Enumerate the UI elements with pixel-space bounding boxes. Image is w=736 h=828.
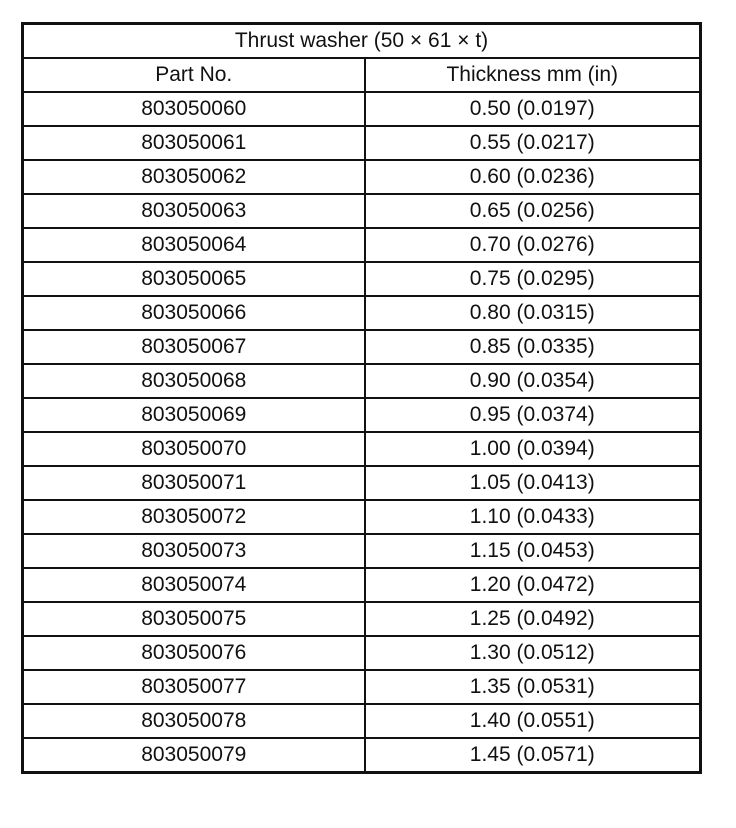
thrust-washer-table <box>21 22 702 774</box>
thickness-cell: 1.15 (0.0453) <box>365 534 701 568</box>
table-row <box>23 126 701 160</box>
table-row <box>23 296 701 330</box>
part-no-cell: 803050078 <box>23 704 365 738</box>
thickness-cell: 1.10 (0.0433) <box>365 500 701 534</box>
thickness-cell: 0.95 (0.0374) <box>365 398 701 432</box>
thickness-cell: 0.90 (0.0354) <box>365 364 701 398</box>
table-title: Thrust washer (50 × 61 × t) <box>23 24 701 59</box>
thickness-cell: 1.05 (0.0413) <box>365 466 701 500</box>
table-title-row <box>23 24 701 59</box>
thickness-cell: 0.80 (0.0315) <box>365 296 701 330</box>
thickness-cell: 0.70 (0.0276) <box>365 228 701 262</box>
part-no-cell: 803050071 <box>23 466 365 500</box>
part-no-cell: 803050067 <box>23 330 365 364</box>
thickness-cell: 0.50 (0.0197) <box>365 92 701 126</box>
part-no-cell: 803050063 <box>23 194 365 228</box>
table-row <box>23 568 701 602</box>
table-row <box>23 364 701 398</box>
thickness-cell: 1.30 (0.0512) <box>365 636 701 670</box>
thickness-cell: 1.35 (0.0531) <box>365 670 701 704</box>
thickness-cell: 0.60 (0.0236) <box>365 160 701 194</box>
part-no-cell: 803050070 <box>23 432 365 466</box>
part-no-cell: 803050066 <box>23 296 365 330</box>
thickness-header: Thickness mm (in) <box>365 58 701 92</box>
part-no-cell: 803050069 <box>23 398 365 432</box>
table-row <box>23 738 701 773</box>
table-row <box>23 160 701 194</box>
part-no-cell: 803050073 <box>23 534 365 568</box>
part-no-cell: 803050079 <box>23 738 365 773</box>
table-row <box>23 228 701 262</box>
table-row <box>23 194 701 228</box>
part-no-cell: 803050064 <box>23 228 365 262</box>
part-no-header: Part No. <box>23 58 365 92</box>
thickness-cell: 0.55 (0.0217) <box>365 126 701 160</box>
table-row <box>23 670 701 704</box>
table-row <box>23 534 701 568</box>
table-row <box>23 92 701 126</box>
table-row <box>23 262 701 296</box>
thickness-cell: 1.45 (0.0571) <box>365 738 701 773</box>
part-no-cell: 803050072 <box>23 500 365 534</box>
part-no-cell: 803050068 <box>23 364 365 398</box>
part-no-cell: 803050061 <box>23 126 365 160</box>
table-row <box>23 602 701 636</box>
thickness-cell: 0.85 (0.0335) <box>365 330 701 364</box>
thickness-cell: 1.20 (0.0472) <box>365 568 701 602</box>
part-no-cell: 803050077 <box>23 670 365 704</box>
thickness-cell: 1.40 (0.0551) <box>365 704 701 738</box>
part-no-cell: 803050076 <box>23 636 365 670</box>
thickness-cell: 1.25 (0.0492) <box>365 602 701 636</box>
table-row <box>23 330 701 364</box>
table-row <box>23 398 701 432</box>
table-body <box>23 92 701 773</box>
thickness-cell: 1.00 (0.0394) <box>365 432 701 466</box>
part-no-cell: 803050060 <box>23 92 365 126</box>
part-no-cell: 803050075 <box>23 602 365 636</box>
table-row <box>23 500 701 534</box>
part-no-cell: 803050074 <box>23 568 365 602</box>
part-no-cell: 803050062 <box>23 160 365 194</box>
table-row <box>23 704 701 738</box>
thickness-cell: 0.65 (0.0256) <box>365 194 701 228</box>
thickness-cell: 0.75 (0.0295) <box>365 262 701 296</box>
table-row <box>23 466 701 500</box>
table-header-row <box>23 58 701 92</box>
part-no-cell: 803050065 <box>23 262 365 296</box>
table-row <box>23 432 701 466</box>
table-row <box>23 636 701 670</box>
